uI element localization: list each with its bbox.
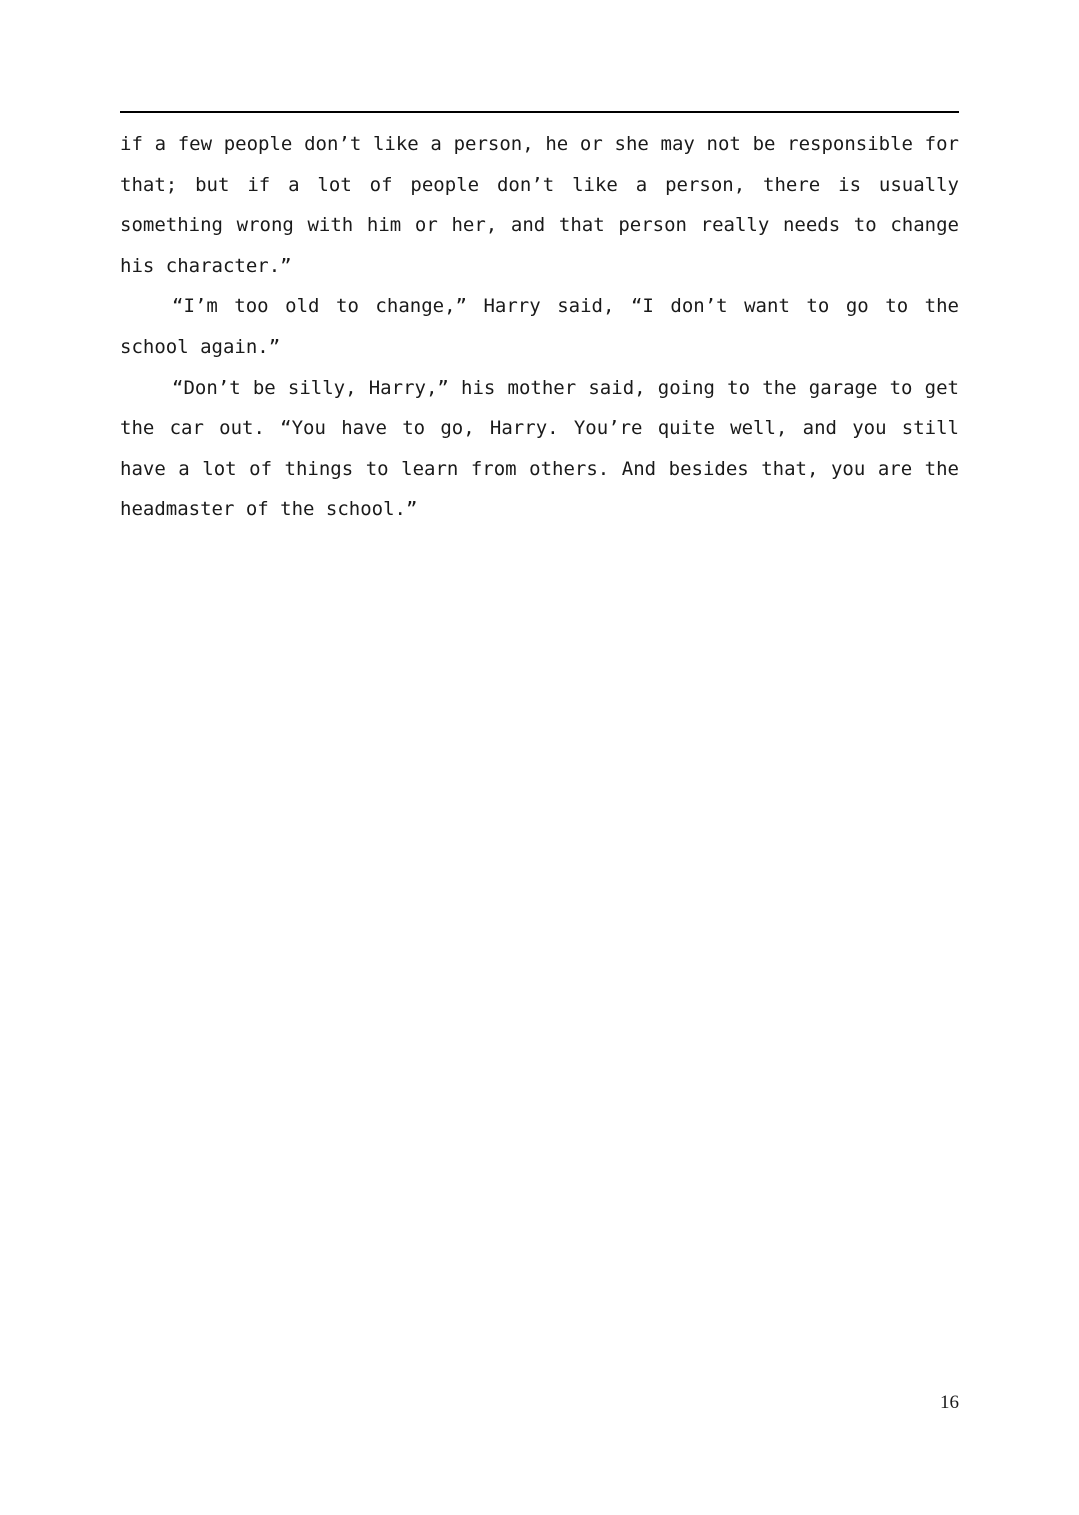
header-rule bbox=[120, 111, 959, 113]
page-number: 16 bbox=[940, 1392, 959, 1413]
paragraph-mother-reply: “Don’t be silly, Harry,” his mother said, going to the garage to get the car out. “You have to go, Harry. You’re quite well, and you still have a lot of things to learn from others. And besides that, you are the headmaster of the school.” bbox=[120, 376, 959, 521]
body-text bbox=[120, 124, 959, 530]
paragraph-harry-reply: “I’m too old to change,” Harry said, “I don’t want to go to the school again.” bbox=[120, 295, 959, 358]
paragraph-continuation: if a few people don’t like a person, he or she may not be responsible for that; but if a lot of people don’t like a person, there is usually something wrong with him or her, and that person really needs to change his character.” bbox=[120, 133, 959, 277]
